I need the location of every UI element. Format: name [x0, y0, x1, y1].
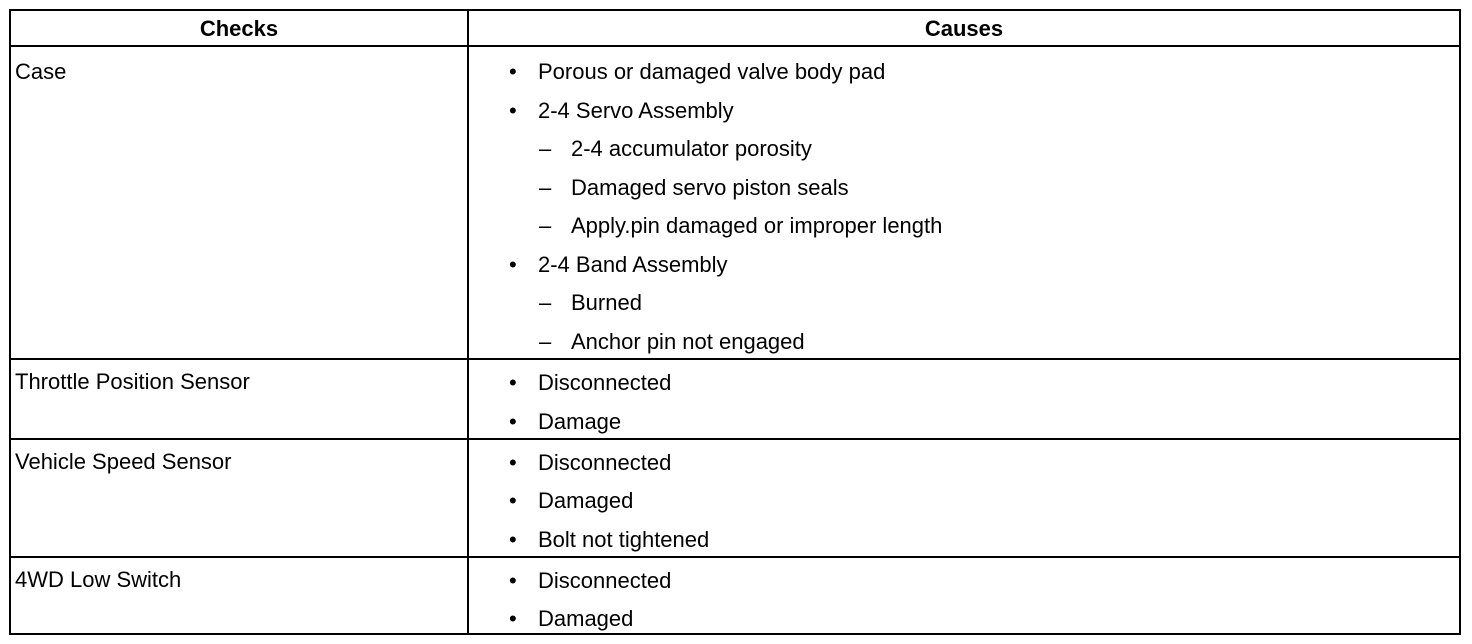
cause-subitem: Apply.pin damaged or improper length [571, 213, 943, 238]
header-causes: Causes [924, 16, 1004, 41]
column-divider [467, 11, 469, 633]
bullet-icon: • [509, 527, 517, 552]
cause-item: Damaged [538, 606, 634, 631]
check-cell: 4WD Low Switch [15, 567, 182, 592]
check-cell: Throttle Position Sensor [15, 369, 250, 394]
bullet-icon: • [509, 568, 517, 593]
cause-subitem: 2-4 accumulator porosity [571, 136, 812, 161]
bullet-icon: • [509, 59, 517, 84]
bullet-icon: • [509, 450, 517, 475]
cause-item: Disconnected [538, 568, 672, 593]
dash-icon: – [539, 175, 552, 200]
dash-icon: – [539, 290, 552, 315]
cause-item: Disconnected [538, 450, 672, 475]
dash-icon: – [539, 329, 552, 354]
cause-subitem: Anchor pin not engaged [571, 329, 805, 354]
check-cell: Case [15, 59, 67, 84]
cause-item: Damage [538, 409, 622, 434]
bullet-icon: • [509, 606, 517, 631]
bullet-icon: • [509, 488, 517, 513]
bullet-icon: • [509, 98, 517, 123]
cause-item: Bolt not tightened [538, 527, 710, 552]
row-divider [11, 438, 1459, 440]
cause-item: 2-4 Servo Assembly [538, 98, 734, 123]
bullet-icon: • [509, 409, 517, 434]
cause-subitem: Burned [571, 290, 642, 315]
cause-item: Porous or damaged valve body pad [538, 59, 886, 84]
cause-item: Disconnected [538, 370, 672, 395]
cause-item: Damaged [538, 488, 634, 513]
dash-icon: – [539, 213, 552, 238]
header-checks: Checks [199, 16, 279, 41]
row-divider [11, 358, 1459, 360]
bullet-icon: • [509, 370, 517, 395]
cause-item: 2-4 Band Assembly [538, 252, 728, 277]
check-cell: Vehicle Speed Sensor [15, 449, 232, 474]
diagnosis-table [9, 9, 1461, 635]
bullet-icon: • [509, 252, 517, 277]
dash-icon: – [539, 136, 552, 161]
row-divider [11, 556, 1459, 558]
cause-subitem: Damaged servo piston seals [571, 175, 849, 200]
